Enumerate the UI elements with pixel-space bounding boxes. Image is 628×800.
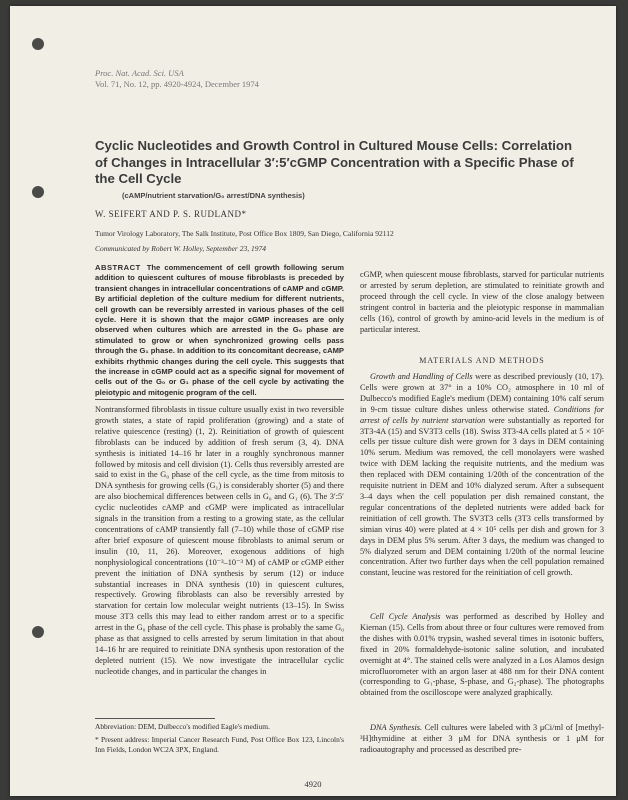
abstract-label: ABSTRACT bbox=[95, 263, 141, 272]
footnote-abbreviation: Abbreviation: DEM, Dulbecco's modified Eagle's medium. bbox=[95, 722, 270, 731]
growth-text2: were substantially as reported for 3T3-4A (15) and SV3T3 cells (18). Swiss 3T3-4A cells plated at 5 × 10⁵ cells per tissue culture dish were grown for 3 days in DEM containing 10% serum. Medium was removed, the cell monolayers were washed twice with DEM lacking the requisite nutrients, and the medium was then replaced with DEM containing 1/20th of the concentration of the requisite nutrient in DEM and 10% dialyzed serum. After a subsequent 3–4 days when the cell population per dish remained constant, the regular concentrations of the depleted nutrients were added back for reinitiation of cell growth. The SV3T3 cells (3T3 cells transformed by simian virus 40) were plated at 4 × 10⁵ cells per dish and grown for 3 days in DEM plus 5% serum. After 3 days, the medium was changed to 5% dialyzed serum and DEM containing 1/20th of the normal leucine concentration. After two further days when the cell population remained constant, leucine was restored for the reinitiation of cell growth. bbox=[360, 415, 604, 578]
paper-title: Cyclic Nucleotides and Growth Control in Cultured Mouse Cells: Correlation of Changes in Intracellular 3′:5′cGMP Concentration with a Specific Phase of the Cell Cycle bbox=[95, 138, 574, 186]
right-column-top bbox=[360, 270, 604, 335]
affiliation: Tumor Virology Laboratory, The Salk Institute, Post Office Box 1809, San Diego, California 92112 bbox=[95, 229, 394, 238]
abstract bbox=[95, 263, 344, 398]
punch-hole bbox=[32, 626, 44, 638]
abstract-text: The commencement of cell growth following serum addition to quiescent cultures of mouse fibroblasts is preceded by transient changes in intracellular concentrations of cAMP and cGMP. By artificial depletion of the culture medium for different nutrients, cell growth can be reversibly arrested in various phases of the cell cycle. Here it is shown that the major cGMP increases are only observed when cultures which are arrested in the G₀ phase are stimulated to grow or when synchronized growing cells pass through the G₁ phase. In addition to its concomitant decrease, cAMP exhibits rhythmic changes during the cell cycle. This suggests that the increase in cGMP could act as a specific signal for movement of cells out of the G₀ or G₁ phase of the cell cycle by activating the pleiotypic and mitogenic program of the cell. bbox=[95, 263, 344, 397]
journal-header bbox=[95, 68, 259, 90]
footnote-divider bbox=[95, 718, 215, 719]
punch-hole bbox=[32, 38, 44, 50]
intro-text bbox=[95, 405, 344, 678]
journal-name: Proc. Nat. Acad. Sci. USA bbox=[95, 68, 184, 78]
abstract-divider bbox=[95, 399, 344, 400]
growth-lead: Growth and Handling of Cells bbox=[370, 372, 473, 381]
cycle-text: was performed as described by Holley and Kiernan (15). Cells from about three or four cultures were removed from the dishes with 0.01% trypsin, washed several times in isotonic buffers, fixed in 20% formaldehyde-isotonic saline solution, and incubated overnight at 4°. The stained cells were analyzed in a Los Alamos design microfluorometer with an argon laser at 488 nm for their DNA content (corresponding to G₁-phase, S-phase, and G₂-phase). The photographs obtained from the oscilloscope were analyzed graphically. bbox=[360, 612, 604, 698]
intro-paragraph: Nontransformed fibroblasts in tissue culture usually exist in two reversible growth states, a state of rapid proliferation (growing) and a state of relative quiescence (resting) (1, 2). Reinitiation of growth of quiescent fibroblasts can be induced by addition of fresh serum (3, 4). DNA synthesis is initiated 14–16 hr later in a roughly synchronous manner followed by mitosis and cell division (1). Cells thus reversibly arrested are said to exist in the G₀ phase of the cell cycle, as the time from mitosis to DNA synthesis for growing cells (G₁) is considerably shorter (5) and there are also biochemical differences between cells in G₀ and G₁ (6). The 3′:5′ cyclic nucleotides cAMP and cGMP were implicated as intracellular signals in the transition from a resting to a growing state, as the cellular concentrations of cAMP transiently fall (7–10) while those of cGMP rise after brief exposure of quiescent mouse fibroblasts to animal serum or insulin (10, 11, 26). Moreover, exogenous additions of high nonphysiological concentrations (10⁻³–10⁻³ M) of cAMP or cGMP either prevent the initiation of DNA synthesis by serum (12) or induce substantial increases in DNA synthesis (10) in quiescent cultures, respectively. Growing fibroblasts can also be reversibly arrested by starvation for certain low molecular weight nutrients (13–15). In Swiss mouse 3T3 cells this may lead to either random arrest or to a specific arrest in the G₀ phase of the cell cycle. This phase is probably the same G₀ phase as that assigned to cells arrested by serum limitation in that about 14–16 hr are required to reinitiate DNA synthesis upon restoration of the depleted nutrient (15). We now investigate the intracellular cyclic nucleotide changes, and in particular the changes in bbox=[95, 405, 344, 676]
paper-page bbox=[10, 6, 616, 796]
cycle-paragraph bbox=[360, 612, 604, 699]
footnotes bbox=[95, 722, 344, 757]
right-top-paragraph: cGMP, when quiescent mouse fibroblasts, starved for particular nutrients or arrested by serum depletion, are stimulated to reinitiate growth and proceed through the cell cycle. In view of the close analogy between stringent control in bacteria and the pleiotypic response in mammalian cells (16), control of growth by amino-acid levels in the medium is of particular interest. bbox=[360, 270, 604, 334]
communicated-by: Communicated by Robert W. Holley, September 23, 1974 bbox=[95, 244, 266, 253]
journal-volume: Vol. 71, No. 12, pp. 4920-4924, December 1974 bbox=[95, 79, 259, 89]
section-heading: MATERIALS AND METHODS bbox=[419, 356, 545, 365]
growth-text1: were as described previously (10, 17). Cells were grown at 37° in a 10% CO₂ atmosphere in 10 ml of Dulbecco's modified Eagle's medium (DEM) containing 10% calf serum in 9-cm tissue culture dishes unless otherwise stated. bbox=[360, 372, 604, 414]
authors: W. SEIFERT AND P. S. RUDLAND* bbox=[95, 209, 247, 219]
cycle-lead: Cell Cycle Analysis bbox=[370, 612, 441, 621]
punch-hole bbox=[32, 186, 44, 198]
footnote-address: * Present address: Imperial Cancer Research Fund, Post Office Box 123, Lincoln's Inn Fields, London WC2A 3PX, England. bbox=[95, 734, 344, 754]
page-number: 4920 bbox=[304, 779, 322, 789]
keywords: (cAMP/nutrient starvation/G₀ arrest/DNA synthesis) bbox=[122, 191, 305, 200]
growth-paragraph bbox=[360, 372, 604, 579]
dna-text: Cell cultures were labeled with 3 μCi/ml of [methyl-³H]thymidine at either 3 μM for DNA synthesis or 1 μM for radioautography and processed as described pre- bbox=[360, 723, 604, 754]
arrest-lead: Conditions for arrest of cells by nutrient starvation bbox=[360, 404, 604, 425]
dna-paragraph bbox=[360, 723, 604, 756]
dna-lead: DNA Synthesis. bbox=[370, 723, 423, 732]
